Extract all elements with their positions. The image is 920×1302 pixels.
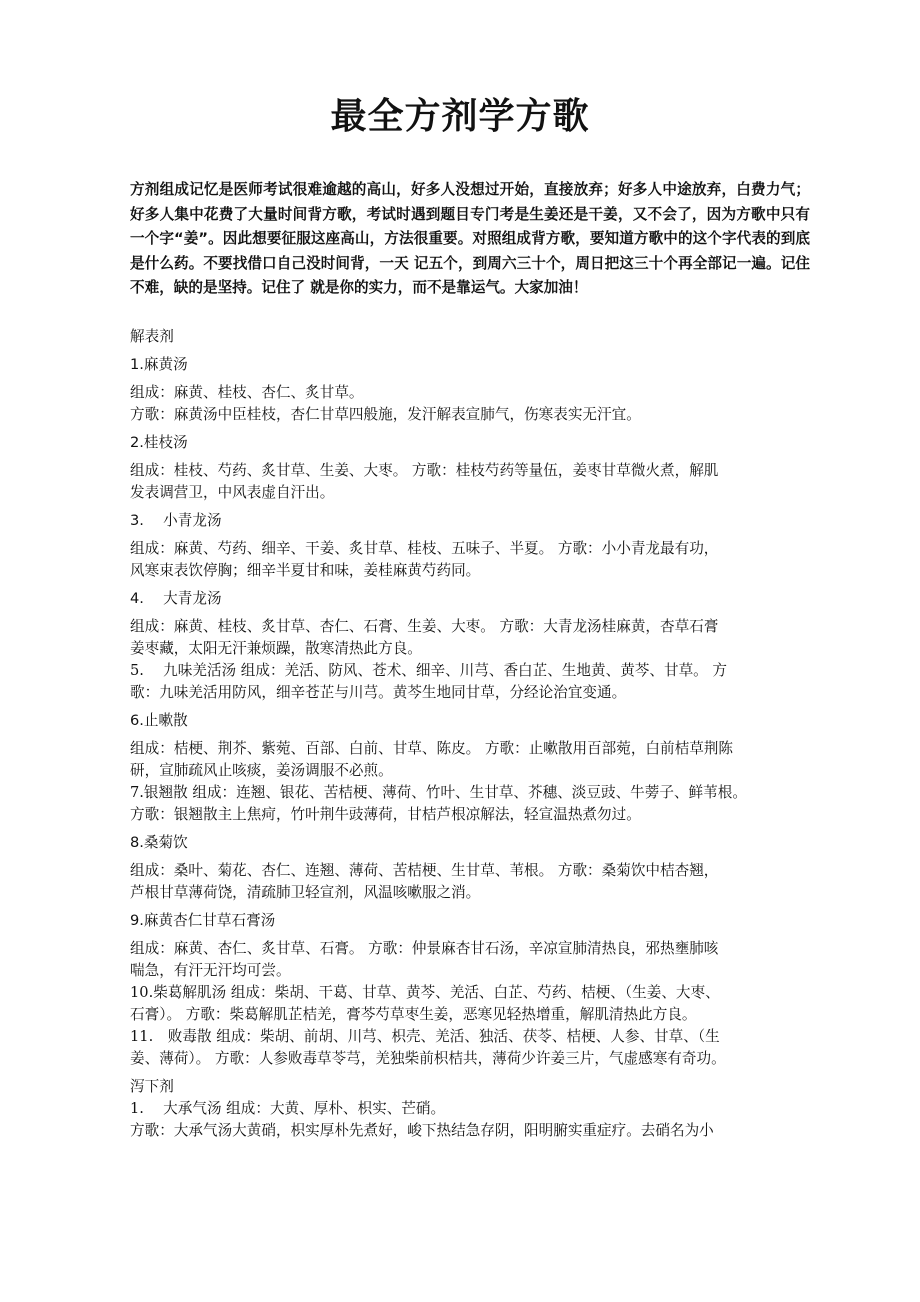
composition-line: 组成：麻黄、芍药、细辛、干姜、炙甘草、桂枝、五味子、半夏。 方歌：小小青龙最有功， <box>130 540 719 557</box>
formula-heading: 6.止嗽散 <box>130 712 188 729</box>
verse-line: 石膏）。 方歌：柴葛解肌芷桔羌，膏芩芍草枣生姜，恶寒见轻热增重，解肌清热此方良。 <box>130 1006 697 1023</box>
composition-line: 5. 九味羌活汤 组成：羌活、防风、苍术、细辛、川芎、香白芷、生地黄、黄芩、甘草。 方 <box>130 662 728 679</box>
formula-heading: 1.麻黄汤 <box>130 356 188 373</box>
formula-heading: 4. 大青龙汤 <box>130 590 222 607</box>
verse-line: 喘急，有汗无汗均可尝。 <box>130 962 291 979</box>
document-body <box>130 326 820 1142</box>
verse-line: 姜、薄荷）。 方歌：人参败毒草苓芎，羌独柴前枳桔共，薄荷少许姜三片，气虚感寒有奇功。 <box>130 1050 726 1067</box>
verse-line: 方歌：银翘散主上焦疴，竹叶荆牛豉薄荷，甘桔芦根凉解法，轻宣温热煮勿过。 <box>130 806 641 823</box>
composition-line: 组成：麻黄、杏仁、炙甘草、石膏。 方歌：仲景麻杏甘石汤，辛凉宣肺清热良，邪热壅肺咳 <box>130 940 719 957</box>
composition-line: 1. 大承气汤 组成：大黄、厚朴、枳实、芒硝。 <box>130 1100 446 1117</box>
formula-heading: 3. 小青龙汤 <box>130 512 222 529</box>
composition-line: 7.银翘散 组成：连翘、银花、苦桔梗、薄荷、竹叶、生甘草、芥穗、淡豆豉、牛蒡子、鲜苇根。 <box>130 784 747 801</box>
formula-heading: 2.桂枝汤 <box>130 434 188 451</box>
verse-line: 研，宣肺疏风止咳痰，姜汤调服不必煎。 <box>130 762 393 779</box>
verse-line: 发表调营卫，中风表虚自汗出。 <box>130 484 335 501</box>
verse-line: 方歌：麻黄汤中臣桂枝，杏仁甘草四般施，发汗解表宣肺气，伤寒表实无汗宜。 <box>130 406 641 423</box>
formula-heading: 9.麻黄杏仁甘草石膏汤 <box>130 912 276 929</box>
composition-line: 组成：桂枝、芍药、炙甘草、生姜、大枣。 方歌：桂枝芍药等量伍，姜枣甘草微火煮，解肌 <box>130 462 719 479</box>
verse-line: 芦根甘草薄荷饶，清疏肺卫轻宣剂，风温咳嗽服之消。 <box>130 884 481 901</box>
formula-heading: 8.桑菊饮 <box>130 834 188 851</box>
verse-line: 歌：九味羌活用防风，细辛苍芷与川芎。黄芩生地同甘草，分经论治宜变通。 <box>130 684 627 701</box>
intro-paragraph: 方剂组成记忆是医师考试很难逾越的高山，好多人没想过开始，直接放弃；好多人中途放弃，白费力气；好多人集中花费了大量时间背方歌，考试时遇到题目专门考是生姜还是干姜，又不会了，因为方歌中只有一个字“姜”。因此想要征服这座高山，方法很重要。对照组成背方歌，要知道方歌中的这个字代表的到底是什么药。不要找借口自己没时间背，一天 记五个，到周六三十个，周日把这三十个再全部记一遍。记住不难，缺的是坚持。记住了 就是你的实力，而不是靠运气。大家加油！ <box>130 181 810 296</box>
section-heading: 泻下剂 <box>130 1078 174 1095</box>
composition-line: 11. 败毒散 组成：柴胡、前胡、川芎、枳壳、羌活、独活、茯苓、桔梗、人参、甘草、（生 <box>130 1028 720 1045</box>
composition-line: 组成：麻黄、桂枝、炙甘草、杏仁、石膏、生姜、大枣。 方歌：大青龙汤桂麻黄，杏草石膏 <box>130 618 719 635</box>
section-heading: 解表剂 <box>130 328 174 345</box>
composition-line: 10.柴葛解肌汤 组成：柴胡、干葛、甘草、黄芩、羌活、白芷、芍药、桔梗、（生姜、大枣、 <box>130 984 720 1001</box>
composition-line: 组成：桑叶、菊花、杏仁、连翘、薄荷、苦桔梗、生甘草、苇根。 方歌：桑菊饮中桔杏翘， <box>130 862 719 879</box>
verse-line: 姜枣藏，太阳无汗兼烦躁，散寒清热此方良。 <box>130 640 422 657</box>
page-title: 最全方剂学方歌 <box>330 96 590 137</box>
composition-line: 组成：麻黄、桂枝、杏仁、炙甘草。 <box>130 384 364 401</box>
composition-line: 组成：桔梗、荆芥、紫菀、百部、白前、甘草、陈皮。 方歌：止嗽散用百部菀，白前桔草荆陈 <box>130 740 733 757</box>
verse-line: 风寒束表饮停胸；细辛半夏甘和味，姜桂麻黄芍药同。 <box>130 562 481 579</box>
verse-line: 方歌：大承气汤大黄硝，枳实厚朴先煮好，峻下热结急存阴，阳明腑实重症疗。去硝名为小 <box>130 1122 714 1139</box>
